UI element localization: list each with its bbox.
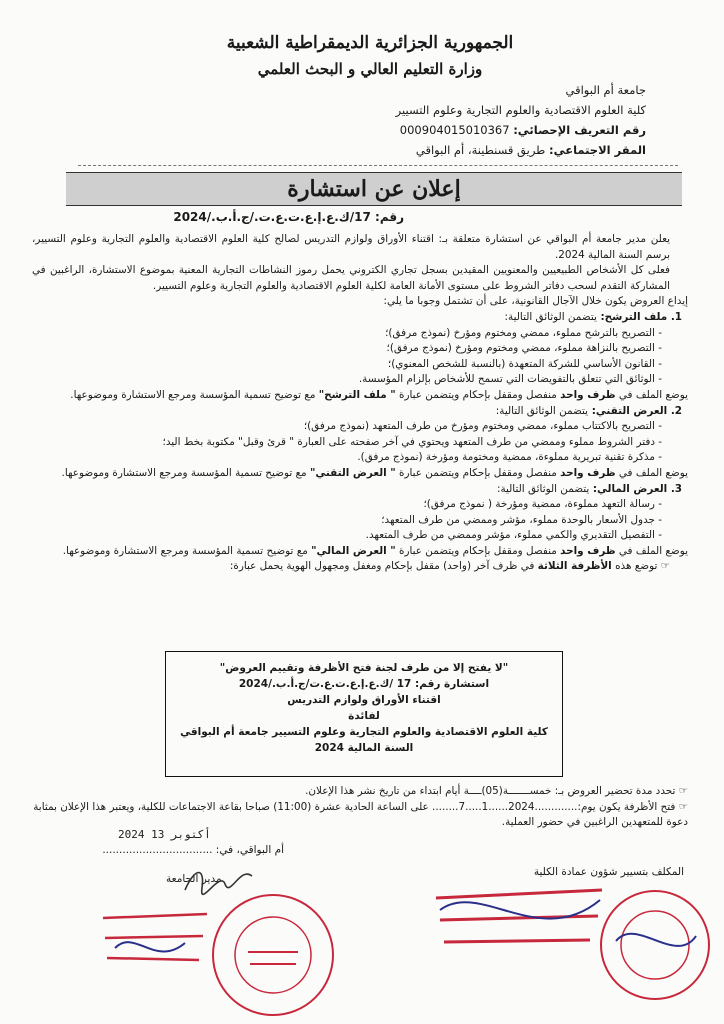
list-item: - الوثائق التي تتعلق بالتفويضات التي تسمح للأشخاص بإلزام المؤسسة.	[358, 373, 662, 386]
closing-text: يوضع الملف في	[618, 388, 688, 401]
closing-bold: ظرف واحد	[560, 388, 616, 401]
list-item: - القانون الأساسي للشركة المتعهدة (بالنسبة للشخص المعنوي)؛	[387, 357, 662, 370]
pointer-icon: ☞	[660, 560, 670, 573]
list-item: - التصريح بالاكتتاب مملوء، ممضي ومختوم ومؤرخ من طرف المتعهد (نموذج مرفق)؛	[303, 420, 662, 433]
section-number: 1.	[670, 310, 682, 323]
stat-id	[46, 120, 646, 140]
ministry-name: وزارة التعليم العالي و البحث العلمي	[257, 60, 483, 78]
pointer-icon: ☞	[675, 800, 688, 813]
intro-paragraph: يعلن مدير جامعة أم البواقي عن استشارة متعلقة بـ: اقتناء الأوراق ولوازم التدريس لصالح كلية العلوم الاقتصادية والعلوم التجارية وعلوم التسيير، برسم السنة المالية 2024.	[32, 233, 670, 261]
section-title: العرض التقني:	[591, 404, 668, 417]
closing-text: يوضع الملف في	[618, 544, 688, 557]
handwritten-date: 2024 أكتوبر 13	[118, 828, 211, 841]
address	[46, 140, 646, 160]
section-closing	[32, 466, 688, 482]
closing-bold: ظرف واحد	[560, 466, 616, 479]
section-title: العرض المالي:	[592, 482, 668, 495]
university-name: جامعة أم البواقي	[565, 83, 646, 97]
box-line: استشارة رقم: 17 /ك.ع.إ.ع.ت.ع.ت/ج.أ.ب./2024	[238, 678, 490, 690]
closing-bold: ظرف واحد	[560, 544, 616, 557]
reference-number: رقم: 17/ك.ع.إ.ع.ت.ع.ت./ج.أ.ب./2024	[173, 210, 404, 224]
university-round-stamp-icon	[208, 890, 338, 1020]
section-closing	[32, 388, 688, 404]
director-rect-stamp-icon	[95, 908, 215, 978]
list-item: - مذكرة تقنية تبريرية مملوءة، ممضية ومختومة ومؤرخة (نموذج مرفق).	[357, 451, 662, 464]
address-label: المقر الاجتماعي:	[548, 143, 646, 157]
note-text: في ظرف آخر (واحد) مقفل بإحكام ومغفل ومجهول الهوية يحمل عبارة:	[229, 560, 535, 573]
closing-text: منفصل ومقفل بإحكام ويتضمن عبارة	[399, 466, 557, 479]
list-item: - التصريح بالنزاهة مملوء، ممضي ومختوم ومؤرخ (نموذج مرفق)؛	[386, 342, 662, 355]
note-bold: الأظرفة الثلاثة	[537, 560, 612, 573]
closing-bold: " العرض المالي"	[311, 544, 396, 557]
intro-paragraph: إيداع العروض يكون خلال الآجال القانونية، على أن تشتمل وجوبا ما يلي:	[383, 295, 688, 308]
deadline-line: تحدد مدة تحضير العروض بـ: خمســـــــة(05)ــــة أيام ابتداء من تاريخ نشر هذا الإعلان.	[305, 785, 676, 797]
box-line: لفائدة	[348, 710, 380, 722]
box-line: اقتناء الأوراق ولوازم التدريس	[287, 694, 441, 706]
section-number: 3.	[670, 482, 682, 495]
envelope-label-box	[165, 651, 563, 777]
closing-text: يوضع الملف في	[618, 466, 688, 479]
section-title: ملف الترشح:	[600, 310, 668, 323]
faculty-signatory-label: المكلف بتسيير شؤون عمادة الكلية	[533, 866, 684, 878]
stat-id-value: 000904015010367	[399, 123, 510, 137]
closing-bold: " العرض التقني"	[309, 466, 396, 479]
closing-text: منفصل ومقفل بإحكام ويتضمن عبارة	[399, 544, 557, 557]
list-item: - التفصيل التقديري والكمي مملوء، مؤشر وممضي من طرف المتعهد.	[365, 529, 662, 542]
opening-line: فتح الأظرفة يكون يوم:.............2024......1.....7........ على الساعة الحادية عشرة (11:00) صباحا بقاعة الاجتماعات للكلية، ويعتبر هذا الإعلان بمثابة دعوة للمتعهدين الراغبين في حضور العملية.	[33, 800, 688, 829]
faculty-name: كلية العلوم الاقتصادية والعلوم التجارية وعلوم التسيير	[395, 103, 646, 117]
section-candidacy	[32, 310, 688, 404]
section-lead: يتضمن الوثائق التالية:	[495, 404, 589, 417]
document-header	[180, 32, 560, 80]
section-lead: يتضمن الوثائق التالية:	[504, 310, 597, 323]
box-line: "لا يفتح إلا من طرف لجنة فتح الأظرفة وتقييم العروض"	[219, 662, 509, 674]
list-item: - دفتر الشروط مملوء وممضي من طرف المتعهد ويحتوي في آخر صفحته على العبارة " قرئ وقبل" مكتوبة بخط اليد؛	[162, 435, 662, 448]
director-label: مدير الجامعة	[166, 873, 222, 885]
deadline-text	[32, 784, 688, 800]
envelope-note	[32, 559, 688, 575]
section-lead: يتضمن الوثائق التالية:	[496, 482, 590, 495]
section-number: 2.	[670, 404, 682, 417]
deadline-section	[32, 784, 688, 831]
republic-name: الجمهورية الجزائرية الديمقراطية الشعبية	[226, 33, 514, 53]
closing-text: مع توضيح تسمية المؤسسة ومرجع الاستشارة وموضوعها.	[70, 388, 316, 401]
list-item: - رسالة التعهد مملوءة، ممضية ومؤرخة ( نموذج مرفق)؛	[423, 498, 662, 511]
note-text: توضع هذه	[615, 560, 658, 573]
closing-text: مع توضيح تسمية المؤسسة ومرجع الاستشارة وموضوعها.	[62, 544, 308, 557]
list-item: - التصريح بالترشح مملوء، ممضي ومختوم ومؤرخ (نموذج مرفق)؛	[385, 326, 662, 339]
opening-text	[32, 800, 688, 831]
list-item: - جدول الأسعار بالوحدة مملوء، مؤشر وممضي من طرف المتعهد؛	[381, 513, 662, 526]
stat-id-label: رقم التعريف الإحصائي:	[513, 123, 646, 137]
closing-text: منفصل ومقفل بإحكام ويتضمن عبارة	[399, 388, 557, 401]
pointer-icon: ☞	[675, 785, 688, 797]
faculty-round-stamp-icon	[596, 886, 714, 1004]
header-divider	[78, 165, 678, 166]
section-technical	[32, 404, 688, 482]
page-title: إعلان عن استشارة	[66, 172, 682, 206]
section-financial	[32, 482, 688, 560]
box-line: كلية العلوم الاقتصادية والعلوم التجارية وعلوم التسيير جامعة أم البواقي	[180, 726, 548, 738]
closing-bold: " ملف الترشح"	[318, 388, 396, 401]
intro-paragraph: فعلى كل الأشخاص الطبيعيين والمعنويين المقيدين بسجل تجاري الكتروني يحمل رموز النشاطات التجارية المعنية بموضوع الاستشارة، الراغبين في المشاركة التقدم لسحب دفاتر الشروط على مستوى الأمانة العامة لكلية العلوم الاقتصادية والعلوم التجارية وعلوم التسيير.	[32, 264, 670, 292]
institution-block	[46, 80, 646, 160]
box-line: السنة المالية 2024	[314, 742, 414, 754]
address-value: طريق قسنطينة، أم البواقي	[415, 143, 546, 157]
section-closing	[32, 544, 688, 560]
announcement-body	[32, 232, 688, 575]
dean-rect-stamp-icon	[430, 880, 610, 960]
closing-text: مع توضيح تسمية المؤسسة ومرجع الاستشارة وموضوعها.	[61, 466, 307, 479]
place-and-date: أم البواقي، في: .................................	[102, 844, 284, 856]
